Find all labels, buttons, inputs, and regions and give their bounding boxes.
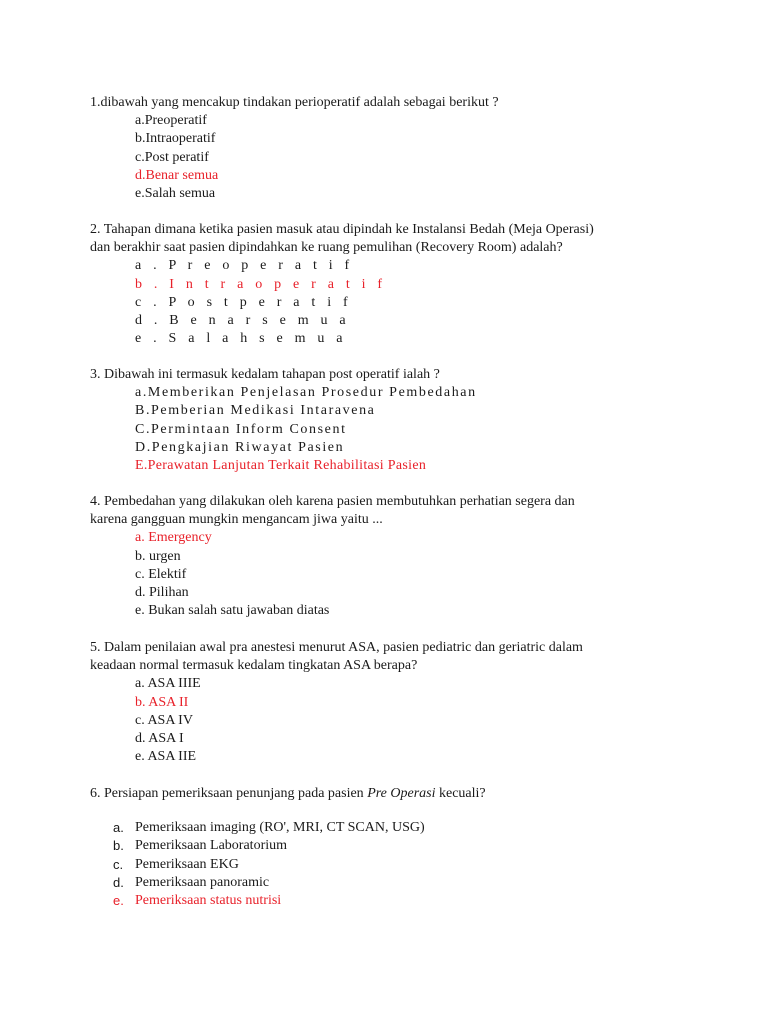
question-5-option-a: a. ASA IIIE xyxy=(135,676,201,692)
question-5-stem-line-1: 5. Dalam penilaian awal pra anestesi menurut ASA, pasien pediatric dan geriatric dalam xyxy=(90,640,583,655)
question-6-option-c xyxy=(90,856,660,874)
list-marker: a. xyxy=(113,820,124,836)
question-6-option-a xyxy=(90,819,660,837)
question-3-option-e-correct: E.Perawatan Lanjutan Terkait Rehabilitasi Pasien xyxy=(135,457,427,473)
question-5-option-c: c. ASA IV xyxy=(135,712,193,728)
question-2-stem-line-2: dan berakhir saat pasien dipindahkan ke ruang pemulihan (Recovery Room) adalah? xyxy=(90,240,563,256)
question-6-stem-italic: Pre Operasi xyxy=(367,786,436,801)
option-text: Pemeriksaan EKG xyxy=(135,856,239,872)
question-4-option-a-correct: a. Emergency xyxy=(135,530,212,546)
question-1-stem: 1.dibawah yang mencakup tindakan perioperatif adalah sebagai berikut ? xyxy=(90,95,499,110)
option-text: Pemeriksaan imaging (RO', MRI, CT SCAN, USG) xyxy=(135,820,425,836)
question-6 xyxy=(90,785,660,910)
option-text: Pemeriksaan panoramic xyxy=(135,874,270,890)
question-3 xyxy=(90,366,660,475)
question-6-stem-prefix: 6. Persiapan pemeriksaan penunjang pada pasien xyxy=(90,786,368,801)
question-5-option-d: d. ASA I xyxy=(135,730,184,746)
question-1 xyxy=(90,94,660,203)
question-6-option-d xyxy=(90,874,660,892)
question-3-stem: 3. Dibawah ini termasuk kedalam tahapan post operatif ialah ? xyxy=(90,367,440,382)
question-2-option-b-correct: b . I n t r a o p e r a t i f xyxy=(135,276,387,292)
question-6-stem xyxy=(90,785,660,803)
list-marker: b. xyxy=(113,838,124,854)
question-3-option-b: B.Pemberian Medikasi Intaravena xyxy=(135,403,376,419)
question-4-option-c: c. Elektif xyxy=(135,566,187,582)
question-6-stem-suffix: kecuali? xyxy=(435,786,486,801)
question-4-option-e: e. Bukan salah satu jawaban diatas xyxy=(135,603,330,619)
list-marker: d. xyxy=(113,874,124,890)
question-6-option-b xyxy=(90,837,660,855)
question-3-option-d: D.Pengkajian Riwayat Pasien xyxy=(135,439,345,455)
question-1-option-c: c.Post peratif xyxy=(135,149,209,165)
option-text: Pemeriksaan Laboratorium xyxy=(135,838,288,854)
question-4-stem-line-2: karena gangguan mungkin mengancam jiwa yaitu ... xyxy=(90,512,383,528)
question-2 xyxy=(90,221,660,348)
question-5-stem-line-2: keadaan normal termasuk kedalam tingkatan ASA berapa? xyxy=(90,658,418,674)
list-marker: e. xyxy=(113,892,124,908)
question-2-option-d: d . B e n a r s e m u a xyxy=(135,312,350,328)
question-2-stem-line-1: 2. Tahapan dimana ketika pasien masuk atau dipindah ke Instalansi Bedah (Meja Operasi) xyxy=(90,222,594,237)
question-5-option-b-correct: b. ASA II xyxy=(135,694,189,710)
list-marker: c. xyxy=(113,856,124,872)
question-2-option-e: e . S a l a h s e m u a xyxy=(135,331,347,347)
question-6-option-e-correct xyxy=(90,892,660,910)
question-5 xyxy=(90,639,660,766)
question-4-option-d: d. Pilihan xyxy=(135,584,189,600)
question-4-stem-line-1: 4. Pembedahan yang dilakukan oleh karena pasien membutuhkan perhatian segera dan xyxy=(90,494,575,509)
question-3-option-c: C.Permintaan Inform Consent xyxy=(135,421,347,437)
question-2-option-c: c . P o s t p e r a t i f xyxy=(135,294,352,310)
question-1-option-b: b.Intraoperatif xyxy=(135,131,216,147)
question-5-option-e: e. ASA IIE xyxy=(135,749,197,765)
question-2-option-a: a . P r e o p e r a t i f xyxy=(135,258,354,274)
question-1-option-d-correct: d.Benar semua xyxy=(135,167,219,183)
question-1-option-e: e.Salah semua xyxy=(135,185,216,201)
question-1-option-a: a.Preoperatif xyxy=(135,113,207,129)
question-4 xyxy=(90,493,660,620)
question-3-option-a: a.Memberikan Penjelasan Prosedur Pembedahan xyxy=(135,385,477,401)
option-text: Pemeriksaan status nutrisi xyxy=(135,892,282,908)
question-4-option-b: b. urgen xyxy=(135,548,181,564)
